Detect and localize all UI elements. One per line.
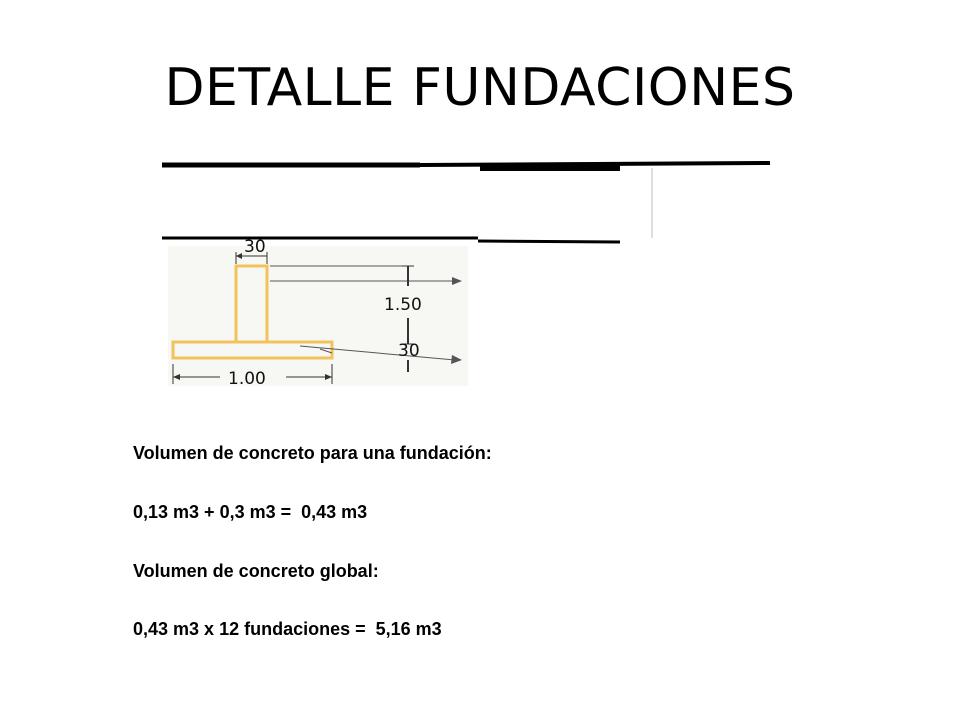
text-volume-global-label: Volumen de concreto global: (133, 561, 379, 581)
dim-top-width-label: 30 (244, 237, 266, 257)
dim-height-label: 1.50 (384, 295, 422, 315)
header-rules (162, 163, 770, 242)
dim-base-thickness-label: 30 (398, 341, 420, 361)
drawing-background (168, 246, 468, 386)
text-volume-global-calc: 0,43 m3 x 12 fundaciones = 5,16 m3 (133, 619, 442, 639)
text-volume-single-calc: 0,13 m3 + 0,3 m3 = 0,43 m3 (133, 502, 368, 522)
text-volume-single-label: Volumen de concreto para una fundación: (133, 443, 492, 463)
slide-title: DETALLE FUNDACIONES (164, 58, 796, 118)
dim-base-width-label: 1.00 (228, 369, 266, 389)
